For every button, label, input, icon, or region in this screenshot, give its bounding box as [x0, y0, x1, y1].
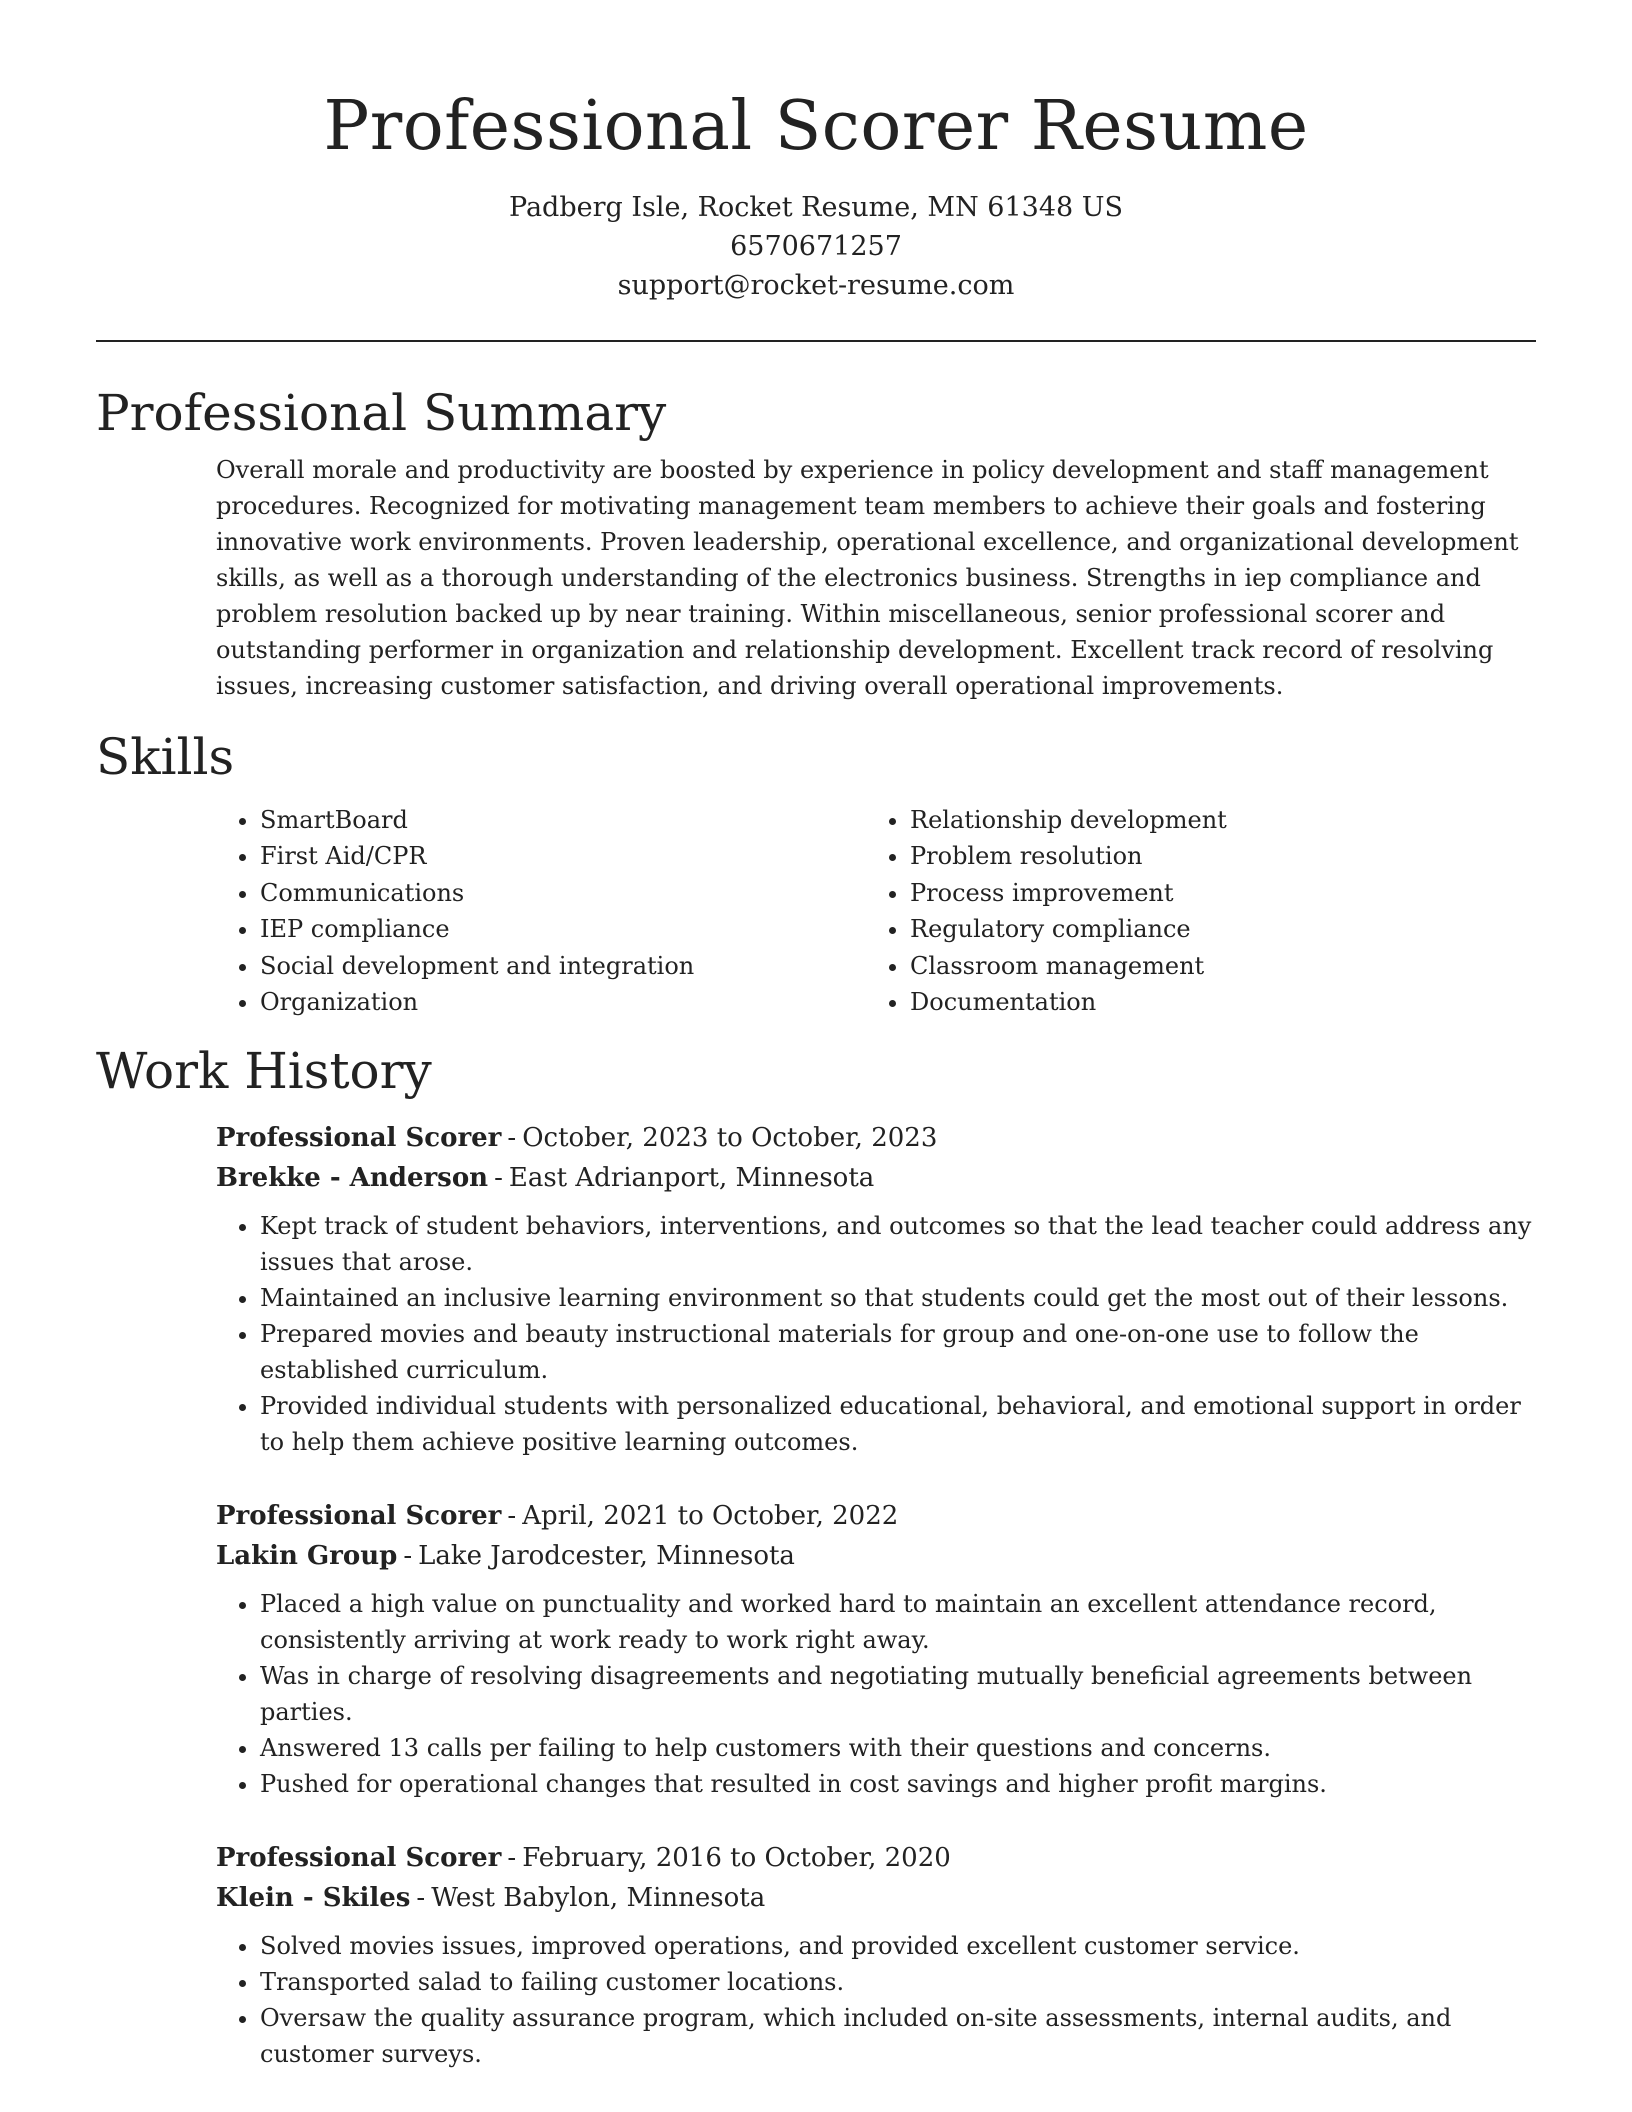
job-title-line — [216, 1838, 1536, 1878]
job-bullets — [216, 1208, 1536, 1460]
skill-item: • Relationship development — [910, 802, 1516, 838]
job-bullet: • Maintained an inclusive learning environment so that students could get the most out of their lessons. — [260, 1280, 1536, 1316]
job-bullet: • Oversaw the quality assurance program, which included on-site assessments, internal audits, and customer surveys. — [260, 2000, 1536, 2072]
job-location: Lake Jarodcester, Minnesota — [418, 1541, 795, 1572]
skills-list — [216, 802, 1536, 1020]
skill-item: • Regulatory compliance — [910, 911, 1516, 947]
contact-email: support@rocket-resume.com — [617, 270, 1015, 301]
job-entry — [216, 1496, 1536, 1802]
job-bullets — [216, 1928, 1536, 2072]
skills-heading: Skills — [96, 728, 235, 786]
work-history-heading: Work History — [96, 1042, 432, 1101]
job-bullet: • Answered 13 calls per failing to help customers with their questions and concerns. — [260, 1730, 1536, 1766]
job-bullet: • Solved movies issues, improved operations, and provided excellent customer service. — [260, 1928, 1536, 1964]
job-location: East Adrianport, Minnesota — [508, 1163, 875, 1194]
job-title-line — [216, 1118, 1536, 1158]
skill-item: • Problem resolution — [910, 838, 1516, 874]
contact-address: Padberg Isle, Rocket Resume, MN 61348 US — [508, 192, 1124, 223]
resume-title: Professional Scorer Resume — [323, 87, 1309, 166]
separator: - — [403, 1541, 413, 1572]
summary-heading: Professional Summary — [96, 384, 667, 442]
separator: - — [507, 1501, 517, 1532]
summary-text: Overall morale and productivity are boosted by experience in policy development and staff management procedures. Recognized for motivating management team members to achieve their goals and fostering innovative work environments. Proven leadership, operational excellence, and organizational development skills, as well as a thorough understanding of the electronics business. Strengths in iep compliance and problem resolution backed up by near training. Within miscellaneous, senior professional scorer and outstanding performer in organization and relationship development. Excellent track record of resolving issues, increasing customer satisfaction, and driving overall operational improvements. — [216, 456, 1519, 700]
job-dates: April, 2021 to October, 2022 — [522, 1501, 899, 1532]
job-title-line — [216, 1496, 1536, 1536]
job-company-line — [216, 1536, 1536, 1576]
skill-item: • SmartBoard — [260, 802, 866, 838]
job-dates: February, 2016 to October, 2020 — [522, 1843, 951, 1874]
job-title: Professional Scorer — [216, 1123, 502, 1154]
job-company: Brekke - Anderson — [216, 1163, 489, 1194]
job-entry — [216, 1118, 1536, 1460]
job-bullet: • Pushed for operational changes that resulted in cost savings and higher profit margins. — [260, 1766, 1536, 1802]
job-company: Klein - Skiles — [216, 1883, 411, 1914]
job-bullets — [216, 1586, 1536, 1802]
job-bullet: • Provided individual students with personalized educational, behavioral, and emotional support in order to help them achieve positive learning outcomes. — [260, 1388, 1536, 1460]
contact-block — [96, 188, 1536, 305]
job-bullet: • Kept track of student behaviors, interventions, and outcomes so that the lead teacher could address any issues that arose. — [260, 1208, 1536, 1280]
skills-column-right — [866, 802, 1516, 1020]
resume-page — [96, 0, 1536, 2072]
skill-item: • Organization — [260, 984, 866, 1020]
separator: - — [416, 1883, 426, 1914]
job-bullet: • Placed a high value on punctuality and worked hard to maintain an excellent attendance record, consistently arriving at work ready to work right away. — [260, 1586, 1536, 1658]
job-bullet: • Transported salad to failing customer locations. — [260, 1964, 1536, 2000]
header-divider — [96, 340, 1536, 342]
separator: - — [507, 1123, 517, 1154]
skill-item: • Social development and integration — [260, 948, 866, 984]
skill-item: • IEP compliance — [260, 911, 866, 947]
job-company-line — [216, 1158, 1536, 1198]
job-company-line — [216, 1878, 1536, 1918]
skill-item: • First Aid/CPR — [260, 838, 866, 874]
job-title: Professional Scorer — [216, 1501, 502, 1532]
job-company: Lakin Group — [216, 1541, 398, 1572]
job-entry — [216, 1838, 1536, 2072]
job-bullet: • Prepared movies and beauty instructional materials for group and one-on-one use to follow the established curriculum. — [260, 1316, 1536, 1388]
skill-item: • Documentation — [910, 984, 1516, 1020]
job-bullet: • Was in charge of resolving disagreements and negotiating mutually beneficial agreements between parties. — [260, 1658, 1536, 1730]
skill-item: • Communications — [260, 875, 866, 911]
job-title: Professional Scorer — [216, 1843, 502, 1874]
contact-phone: 6570671257 — [730, 231, 902, 262]
separator: - — [507, 1843, 517, 1874]
skill-item: • Classroom management — [910, 948, 1516, 984]
job-dates: October, 2023 to October, 2023 — [522, 1123, 938, 1154]
skill-item: • Process improvement — [910, 875, 1516, 911]
skills-column-left — [216, 802, 866, 1020]
job-location: West Babylon, Minnesota — [431, 1883, 766, 1914]
separator: - — [494, 1163, 503, 1194]
